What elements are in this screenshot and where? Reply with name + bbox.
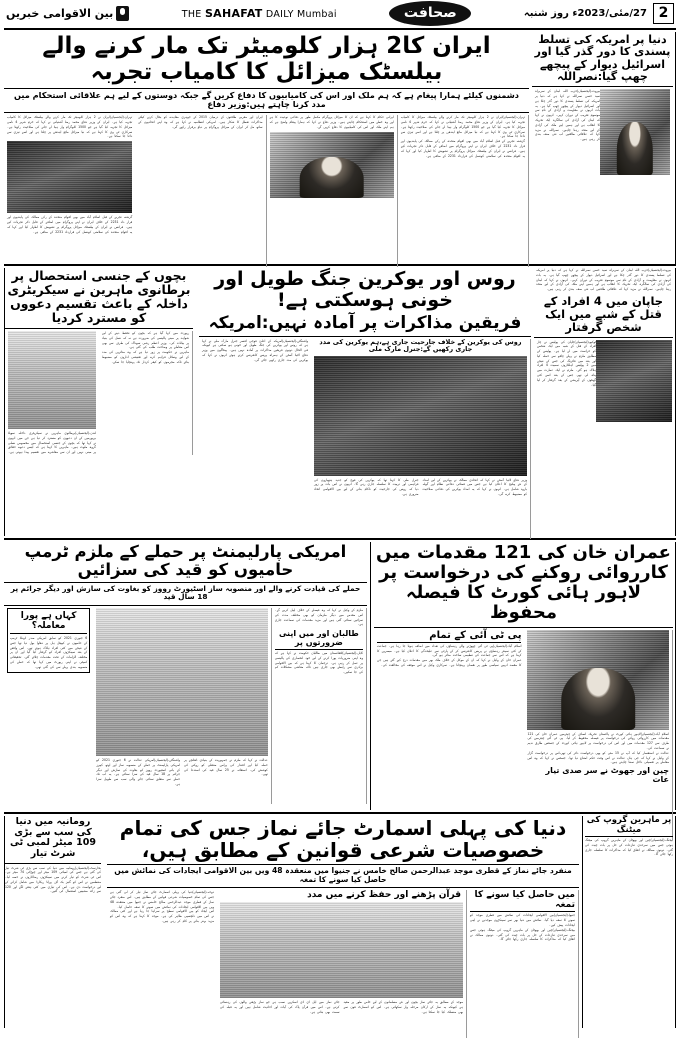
gold-medal-body: جنیوا،(ایجنسیاں)بین الاقوامی ایجادات کی نمائش میں قطری موجد کو سونے کا تمغہ دیا گیا۔ نمائش میں دنیا بھر سے سینکڑوں موجدین نے اپنی ایجادات پیش کیں۔ bbox=[470, 913, 575, 927]
microphone-icon bbox=[116, 6, 129, 21]
mat-para-1: دوحہ،(ایجنسیاں)دنیا کی پہلی اسمارٹ جائے نماز تیار کر لی گئی ہے جس کی تمام خصوصیات شرعی قوانین کے مطابق ہیں۔ اس منفرد جائے نماز کے قطری موجد عبدالرحمن صالح خامس نے جنیوا میں منعقدہ 48 ویں بین الاقوامی ایجادات کی نمائش میں سونے کا تمغہ حاصل کیا۔ bbox=[110, 890, 214, 909]
imran-para-1: اسلام آباد،(ایجنسیاں)لاہور ہائی کورٹ نے پاکستان تحریک انصاف کے چیئرمین عمران خان کی 121 مقدمات میں کارروائی روکنے کی درخواست پر فیصلہ محفوظ کر لیا۔ پی ٹی آئی چیئرمین کی طرف سے 127 مقدمات میں اور اس کی درخواست پر لاہور ہائی کورٹ کے جسٹس طارق ندیم نے سماعت کی۔ bbox=[527, 731, 670, 750]
tshirt-body: بخارسٹ،(ایجنسیاں)رومانیہ میں دنیا کی سب سے بڑی ٹی شرٹ تیار کی گئی ہے جس کی لمبائی 109 میٹر اور چوڑائی 74 میٹر ہے۔ اس ٹی شرٹ کو تیار کرنے میں سینکڑوں رضاکاروں نے حصہ لیا۔ منتظمین نے اس کو گنیز بک آف ورلڈ ریکارڈ میں شامل کرانے کے لیے درخواست دی ہے۔ اس کی تیاری میں کئی ہفتے لگے اور 120 سے زائد مشینیں استعمال کی گئیں۔ bbox=[5, 865, 101, 894]
japan-police-cordon-photo bbox=[596, 340, 672, 422]
japan-headline: جاپان میں 4 افراد کے قتل کے شبے میں ایک شخص گرفتار bbox=[543, 293, 664, 334]
brand-name: SAHAFAT bbox=[204, 6, 263, 20]
imran-para-3: عمران خان کے وکیل نے کہا کہ ان کے موکل کے خلاف ملک بھر میں مقدمات درج کیے گئے ہیں جن کا مقصد انہیں سیاسی طور پر نقصان پہنچانا ہے۔ سرکاری وکیل نے اس موقف کی مخالفت کی۔ bbox=[377, 658, 522, 667]
capitol-col-1 bbox=[4, 608, 93, 804]
japan-lead-text: بیروت،(ایجنسیاں)حزب اللہ لبنان کے سربراہ سید حسن نصراللہ نے کہا ہے کہ دنیا پر امریکہ کی تسلط پسندی کا دور گذر چکا ہے اور اسرائیل دیوار کے پیچھے چھپ گیا ہے۔ یہ بات انہوں نے مقاومت و آزادی کے نام سے موسوم تقریب کے دوران کہی۔ انہوں نے کہا کہ لبنان کی آزادی کی سالگرہ ایک تحریک کا انقلاب ہے اور ہمیں اپنے ملک کی آزادی کے لیے متحد رہنا چاہیے۔ نصراللہ نے مزید کہا کہ علاقائی طاقتیں اب نئی صف بندی کر رہی ہیں۔ bbox=[536, 268, 671, 292]
ru-col-2 bbox=[311, 339, 531, 539]
mat-para-3: موجد کے مطابق یہ جائے نماز بچوں اور نئے مسلمانوں کے لیے خاص طور پر مفید ہے کیونکہ یہ نماز کے ارکان مرحلہ وار سکھاتی ہے۔ اس کو اسمارٹ فون سے بھی منسلک کیا جا سکتا ہے۔ bbox=[343, 1000, 463, 1014]
pti-box-body: اسلام آباد،(ایجنسیاں)پی ٹی آئی چھوڑنے والے رہنماؤں کی تعداد میں اضافہ ہوتا جا رہا ہے۔ جماعت کے کئی سینئر رہنماؤں نے پریس کانفرنس کر کے پارٹی سے علیحدگی کا اعلان کیا ہے۔ مبصرین کا کہنا ہے کہ اس سے جماعت کی تنظیمی ساخت متاثر ہو گی۔ bbox=[377, 643, 522, 658]
trump-box-headline: کہاں ہے پورا معاملہ؟ bbox=[20, 610, 77, 632]
russia-ukraine-story bbox=[196, 268, 534, 536]
russia-ukraine-subhead: فریقین مذاکرات پر آمادہ نہیں:امریکہ bbox=[208, 312, 522, 333]
pentagon-press-conference-photo bbox=[314, 356, 527, 476]
top-band bbox=[4, 32, 676, 264]
uk-para-1: لندن،(ایجنسیاں)برطانوی ماہرین نے سیکریٹری داخلہ سویلا بریورمین کے ان دعووں کو مسترد کر دیا ہے جن میں انہوں نے کہا تھا کہ بچوں کے جنسی استحصال میں مخصوص نسلی گروہ ملوث ہیں۔ ماہرین کا کہنا ہے کہ ایسے دعوے حقائق پر مبنی نہیں اور ان سے معاشرے میں تقسیم پیدا ہوتی ہے۔ bbox=[8, 431, 96, 455]
trump-sidebar-box bbox=[7, 608, 90, 673]
lead-para-6: گزشتہ تجربے کے قبل اسلام آباد میں بھی اقوام متحدہ کے رکن ممالک کی پابندیوں اور قرار داد 2231 کے خلاف ایران نے اپنے پروگرام میں اضافے کے قابل ذکر تجربات کیے ہیں۔ فرانس نے ایران کے بیلسٹک میزائل پروگرام پر تشویش کا اظہار کیا اور کہا کہ یہ اقوام متحدہ کی سلامتی کونسل کی قرارداد 2231 کے منافی ہے۔ bbox=[400, 139, 525, 158]
russia-ukraine-headline: روس اور یوکرین جنگ طویل اور خونی ہوسکتی ہے! bbox=[214, 268, 516, 312]
bottom-band bbox=[4, 816, 676, 1028]
english-post: DAILY Mumbai bbox=[262, 8, 337, 20]
nasrallah-headline: دنیا پر امریکہ کی تسلط پسندی کا دور گذر گیا اور اسرائیل دیوار کے پیچھے چھپ گیا:نصراللہ bbox=[534, 33, 671, 83]
capitol-col-2 bbox=[93, 608, 272, 804]
prayer-mat-story bbox=[104, 816, 582, 1028]
capitol-headline: امریکی پارلیمنٹ پر حملے کے ملزم ٹرمپ حامیوں کو قید کی سزائیں bbox=[24, 542, 347, 580]
imran-story bbox=[370, 542, 676, 810]
uk-col-2 bbox=[99, 331, 193, 455]
japan-story bbox=[534, 268, 676, 536]
imran-para-2: عدالت نے استفسار کیا کہ آپ نے 15 مئی کو بھی درخواست دائر کی تھی،اس پر درخواست گزار کے وکیل نے کہا کہ جی ہاں عدالت نے اس وقت حکم امتناع دیا تھا۔ جسٹس نے کہا کہ وہ اس معاملے پر تفصیلی دلائل سننا چاہتے ہیں۔ bbox=[527, 750, 669, 765]
nasrallah-body: بیروت،(ایجنسیاں)حزب اللہ لبنان کے سربراہ سید حسن نصراللہ نے کہا ہے کہ دنیا پر امریکہ کی تسلط پسندی کا دور گذر چکا ہے اور اسرائیل دیوار کے پیچھے چھپ گیا ہے۔ یہ بات انہوں نے مقاومت و آزادی کے نام سے موسوم تقریب کے دوران کہی۔ انہوں نے کہا کہ لبنان کی آزادی کی سالگرہ ایک تحریک کا انقلاب ہے اور ہمیں اپنے ملک کی آزادی کے لیے متحد رہنا چاہیے۔ نصراللہ نے مزید کہا کہ علاقائی طاقتیں اب نئی صف بندی کر رہی ہیں۔ bbox=[535, 89, 600, 142]
imran-khan-photo bbox=[527, 630, 669, 730]
lead-para-5: تہران،(ایجنسیاں)ایران نے 2 ہزار کلومیٹر تک مار کرنے والے بیلسٹک میزائل کا کامیاب تجربہ کیا ہے۔ ایران کے وزیر دفاع محمد رضا آشتیانی نے کہا کہ خرم شہر 4 نامی میزائل کا تجربہ کیا گیا ہے جو 1500 کلوگرام وار ہیڈ لے جانے کی صلاحیت رکھتا ہے۔ سرکاری ٹی وی کا کہنا ہے کہ نیا میزائل مائع ایندھن پر چلتا ہے اور اسے تیزی سے داغا جا سکتا ہے۔ bbox=[400, 115, 526, 139]
tshirt-headline: رومانیہ میں دنیا کی سب سے بڑی 109 میٹر لمبی ٹی شرٹ تیار bbox=[10, 816, 96, 859]
prayer-mat-subhead: منفرد جائے نماز کے قطری موجد عبدالرحمن صالح خامس نے جنیوا میں منعقدہ 48 ویں بین الاقوامی ایجادات کی نمائش میں حاصل کیا سونے کا تمغہ bbox=[114, 865, 572, 884]
third-band bbox=[4, 542, 676, 810]
us-capitol-riot-crowd-photo bbox=[96, 608, 268, 756]
english-masthead bbox=[182, 7, 337, 20]
rishi-sunak-and-suella-braverman-photo bbox=[8, 331, 96, 429]
uk-para-2: رپورٹ میں کہا گیا ہے کہ بچوں کو تحفظ دینے کے لیے شواہد پر مبنی پالیسی کی ضرورت ہے نہ کہ نسل کی بنیاد پر بیانات کی۔ وزیر اعظم رشی سوناک کی طرف سے بھی اس معاملے پر وضاحت طلب کی گئی ہے۔ bbox=[102, 331, 189, 350]
pakistan-pr-box-headline: چین اور جھوٹ نے سر صدی تیار عات bbox=[545, 766, 669, 785]
ballistic-missile-launch-photo bbox=[7, 141, 132, 213]
bottom-right-rail bbox=[582, 816, 676, 1028]
taliban-box-headline: طالبان اور میں اپنی ضرورتوں پر bbox=[278, 629, 359, 648]
ru-para-2: جنرل ملی کا کہنا تھا کہ یوکرین کی فوج کو جدید ہتھیاروں کی فراہمی اور تربیت کا سلسلہ جاری رہے گا۔ انہوں نے اس بات پر زور دیا کہ روس کی جارحیت کو ناکام بنانے کے لیے بین الاقوامی اتحاد ضروری ہے۔ bbox=[314, 477, 419, 496]
lead-headline: ایران کا2 ہزار کلومیٹر تک مار کرنے والے بیلسٹک میزائل کا کامیاب تجربہ bbox=[42, 33, 491, 85]
ru-para-1: واشنگٹن،(ایجنسیاں)امریکہ کے اعلیٰ فوجی افسر جنرل مارک ملی نے کہا ہے کہ روس اور یوکرین کی جنگ طویل اور خونی ہو سکتی ہے کیونکہ فی الحال دونوں فریقین مذاکرات پر آمادہ نہیں ہیں۔ پینٹاگون میں وزیر دفاع لائیڈ آسٹن کے ہمراہ پریس کانفرنس کرتے ہوئے انہوں نے کہا کہ یوکرین کی مدد جاری رکھی جائے گی۔ bbox=[202, 338, 308, 362]
masthead-left bbox=[6, 6, 129, 21]
pakistan-pr-body: بیجنگ،(ایجنسیاں)چین اور بھوٹان کے ماہرین گروپ کی میٹنگ ہوئی جس میں سرحدی تنازعات کے حل پر بات چیت کی گئی۔ دونوں ممالک نے اتفاق کیا کہ مذاکرات کا سلسلہ جاری رکھا جائے گا۔ bbox=[470, 927, 575, 942]
masthead bbox=[4, 0, 676, 30]
english-pre: THE bbox=[181, 8, 205, 20]
masthead-right bbox=[524, 3, 674, 24]
lead-col-1 bbox=[4, 115, 135, 267]
capitol-para-3: ملزم کے وکیل نے کہا کہ وہ فیصلے کے خلاف اپیل کریں گے۔ اس مقدمے میں دیگر ملزمان کو بھی مختلف مدت کی سزائیں سنائی گئی ہیں اور مزید مقدمات کی سماعت جاری ہے۔ bbox=[274, 607, 363, 627]
mat-col-3 bbox=[467, 890, 579, 1038]
japan-body: ٹوکیو،(ایجنسیاں)جاپان کی پولیس نے چار افراد کے قتل کے شبہ میں ایک شخص کو حراست میں لے لیا ہے۔ پولیس کے مطابق ملزم نے پہلے چاقو سے حملہ کیا اور بعد میں فائرنگ کی جس کے نتیجے میں 2 پولیس اہلکاروں سمیت 4 افراد ہلاک ہو گئے۔ ملزم نے ایک عمارت میں پناہ لی تھی جس کے بعد اسے کئی گھنٹوں کے آپریشن کے بعد گرفتار کر لیا گیا۔ bbox=[537, 339, 596, 387]
smart-prayer-mat-photo bbox=[220, 902, 463, 998]
uk-col-1 bbox=[5, 331, 99, 455]
lead-story bbox=[4, 32, 532, 264]
quran-subtitle: قرآن پڑھنے اور حفظ کرنے میں مدد bbox=[307, 890, 461, 901]
publication-date: 27/مئی/2023ء روز شنبہ bbox=[523, 7, 647, 19]
pti-box-headline: پی ٹی آئی کے تمام bbox=[429, 629, 522, 641]
lead-col-3 bbox=[267, 115, 398, 267]
iranian-defence-minister-photo bbox=[270, 132, 394, 198]
mat-col-1 bbox=[107, 890, 217, 1038]
capitol-subhead: حملے کی قیادت کرنے والے اور منصوبہ ساز اسٹیورٹ رووز کو بغاوت کی سازش اور دیگر جرائم پر 18 سال قید bbox=[10, 583, 361, 602]
capitol-col-3 bbox=[272, 608, 367, 804]
lead-para-4: ایرانی حکام کا کہنا ہے کہ ان کا میزائل پروگرام مکمل طور پر دفاعی نوعیت کا ہے اور وہ خطے میں استحکام چاہتے ہیں۔ وزیر دفاع نے کہا کہ ہمارا پیغام واضح ہے کہ ہم اپنے ملک اور اس کی کامیابیوں کا دفاع کریں گے۔ bbox=[269, 115, 394, 129]
trump-box-body: 6 جنوری 2021 کو سابق امریکی صدر ڈونلڈ ٹرمپ کے حامیوں نے کیپیٹل ہل پر دھاوا بول دیا تھا جس کے نتیجے میں کئی افراد ہلاک ہوئے تھے۔ اس واقعے کے بعد سینکڑوں افراد کو گرفتار کیا گیا اور ان پر مختلف الزامات کے تحت مقدمات چلائے گئے۔ تحقیقاتی کمیٹی نے اپنی رپورٹ میں کہا تھا کہ حملے کی منصوبہ بندی پہلے سے کی گئی تھی۔ bbox=[10, 636, 88, 669]
mat-para-2: جائے نماز میں ایل ای ڈی اسکرین نصب ہے جو نماز پڑھنے والوں کی رہنمائی کرتی ہے۔ اس میں قرآن پاک کی آیات اور احادیث شامل ہیں اور یہ قبلہ کی سمت بھی بتاتی ہے۔ bbox=[220, 1000, 340, 1014]
imran-headline: عمران خان کی 121 مقدمات میں کارروائی روکنے کی درخواست پر لاہور ہائی کورٹ کا فیصلہ محفوظ bbox=[376, 542, 671, 624]
lead-para-1: تہران،(ایجنسیاں)ایران نے 2 ہزار کلومیٹر تک مار کرنے والے بیلسٹک میزائل کا کامیاب تجربہ کیا ہے۔ ایران کے وزیر دفاع محمد رضا آشتیانی نے کہا کہ خرم شہر 4 نامی میزائل کا تجربہ کیا گیا ہے جو 1500 کلوگرام وار ہیڈ لے جانے کی صلاحیت رکھتا ہے۔ سرکاری ٹی وی کا کہنا ہے کہ نیا میزائل مائع ایندھن پر چلتا ہے اور اسے تیزی سے داغا جا سکتا ہے۔ bbox=[7, 115, 133, 139]
lead-columns bbox=[4, 115, 529, 267]
capitol-story bbox=[4, 542, 370, 810]
page-number: 2 bbox=[653, 3, 674, 24]
mat-col-2 bbox=[217, 890, 467, 1038]
russia-ukraine-kicker: روس کی یوکرین کے خلاف جارحیت جاری ہے،ہم یوکرین کی مدد جاری رکھیں گے:جنرل مارک ملی bbox=[319, 337, 522, 354]
tshirt-story bbox=[4, 816, 104, 1028]
bottom-right-body: بیجنگ،(ایجنسیاں)چین اور بھوٹان کے ماہرین گروپ کی میٹنگ ہوئی جس میں سرحدی تنازعات کے حل پر بات چیت کی گئی۔ دونوں ممالک نے اتفاق کیا کہ مذاکرات کا سلسلہ جاری رکھا جائے گا۔ bbox=[585, 838, 673, 857]
nasrallah-story bbox=[532, 32, 676, 264]
lead-para-3: ایران اور مغربی طاقتوں کے درمیان 2015 کے جوہری معاہدے کو بحال کرنے کیلئے مذاکرات تعطل کا شکار ہیں۔ امریکی انتظامیہ نے کہا ہے کہ وہ اپنے اتحادیوں کے ساتھ مل کر ایران کے میزائل پروگرام پر دباؤ برقرار رکھے گی۔ bbox=[138, 115, 263, 129]
uk-children-story bbox=[4, 268, 196, 536]
lead-col-2 bbox=[135, 115, 266, 267]
second-band bbox=[4, 268, 676, 536]
ru-col-1 bbox=[199, 339, 311, 539]
gold-medal-headline: میں حاصل کیا سونے کا تمغہ bbox=[474, 890, 575, 911]
uk-para-3: ماہرین نے حکومت پر زور دیا ہے کہ وہ متاثرین کی مدد کے لیے وسائل فراہم کرے اور تفتیشی اداروں کو مضبوط بنائے تاکہ مجرموں کو کیفر کردار تک پہنچایا جا سکے۔ bbox=[102, 350, 189, 364]
imran-col-2 bbox=[524, 630, 673, 840]
taliban-box-body: کابل،(ایجنسیاں)افغانستان میں طالبان حکومت نے کہا ہے کہ وہ اپنی ضروریات پورا کرنے کے لیے خود انحصاری کی پالیسی پر عمل کر رہی ہے۔ ترجمان کا کہنا ہے کہ بین الاقوامی برادری سے رابطے بھی جاری ہیں تاکہ معاشی مشکلات کم کی جا سکیں۔ bbox=[274, 651, 363, 675]
ru-para-3: وزیر دفاع لائیڈ آسٹن نے کہا کہ اتحادی ممالک نے یوکرین کے لیے امداد کے نئے پیکیج کا اعلان کیا ہے جس میں فضائی دفاعی نظام اور گولہ بارود شامل ہے۔ انہوں نے کہا کہ یہ امداد یوکرین کی دفاعی صلاحیت کو مضبوط کرے گی۔ bbox=[422, 477, 527, 496]
sahafat-logo: صحافت bbox=[389, 1, 471, 26]
lead-para-2: گزشتہ تجربے کے قبل اسلام آباد میں بھی اقوام متحدہ کے رکن ممالک کی پابندیوں اور قرار داد 2231 کے خلاف ایران نے اپنے پروگرام میں اضافے کے قابل ذکر تجربات کیے ہیں۔ فرانس نے ایران کے بیلسٹک میزائل پروگرام پر تشویش کا اظہار کیا اور کہا کہ یہ اقوام متحدہ کی سلامتی کونسل کی قرارداد 2231 کے منافی ہے۔ bbox=[7, 215, 133, 234]
international-news-label: بین الاقوامی خبریں bbox=[6, 6, 114, 20]
mat-para-4: اس ایجاد کو بین الاقوامی سطح پر سراہا جا رہا ہے اور کئی ممالک نے اس میں دلچسپی ظاہر کی ہے۔ موجد کا کہنا ہے کہ وہ اس کو مزید بہتر بنانے پر کام کر رہے ہیں۔ bbox=[110, 909, 214, 923]
imran-col-1 bbox=[374, 630, 524, 840]
prayer-mat-headline: دنیا کی پہلی اسمارٹ جائے نماز جس کی تمام خصوصیات شرعی قوانین کے مطابق ہیں، bbox=[119, 816, 567, 863]
lead-col-4 bbox=[398, 115, 529, 267]
pakistan-pr-headline: پر ماہرین گروپ کی میٹنگ bbox=[586, 815, 672, 835]
capitol-para-1: واشنگٹن،(ایجنسیاں)امریکی عدالت نے 6 جنوری 2021 کو امریکی پارلیمنٹ پر حملے کے منصوبہ ساز اور اوتھ کیپرز کے بانی اسٹیورٹ رووز کو بغاوت کی سازش اور دیگر جرائم پر 18 سال قید کی سزا سنائی ہے۔ یہ اب تک حملے سے متعلق سنائی جانے والی سب سے طویل سزا ہے۔ bbox=[96, 757, 181, 786]
capitol-para-2: عدالت نے کہا کہ ملزم نے جمہوریت کے بنیادی ڈھانچے پر حملہ کیا اور اقتدار کی پرامن منتقلی کو روکنے کی کوشش کی۔ استغاثہ نے 25 سال قید کی استدعا کی تھی۔ bbox=[184, 757, 268, 777]
uk-children-headline: بچوں کے جنسی استحصال پر برطانوی ماہرین نے سیکریٹری داخلہ کے باعث تقسیم دعووں کو مسترد کردیا bbox=[7, 268, 191, 325]
lead-subhead: دشمنوں کیلئے ہمارا پیغام ہے کہ ہم ملک اور اس کی کامیابیوں کا دفاع کریں گے جبکہ دوستوں کے لیے ہم علاقائی استحکام میں مدد کرنا چاہتے ہیں:وزیر دفاع bbox=[14, 89, 519, 109]
hassan-nasrallah-portrait bbox=[600, 89, 670, 175]
